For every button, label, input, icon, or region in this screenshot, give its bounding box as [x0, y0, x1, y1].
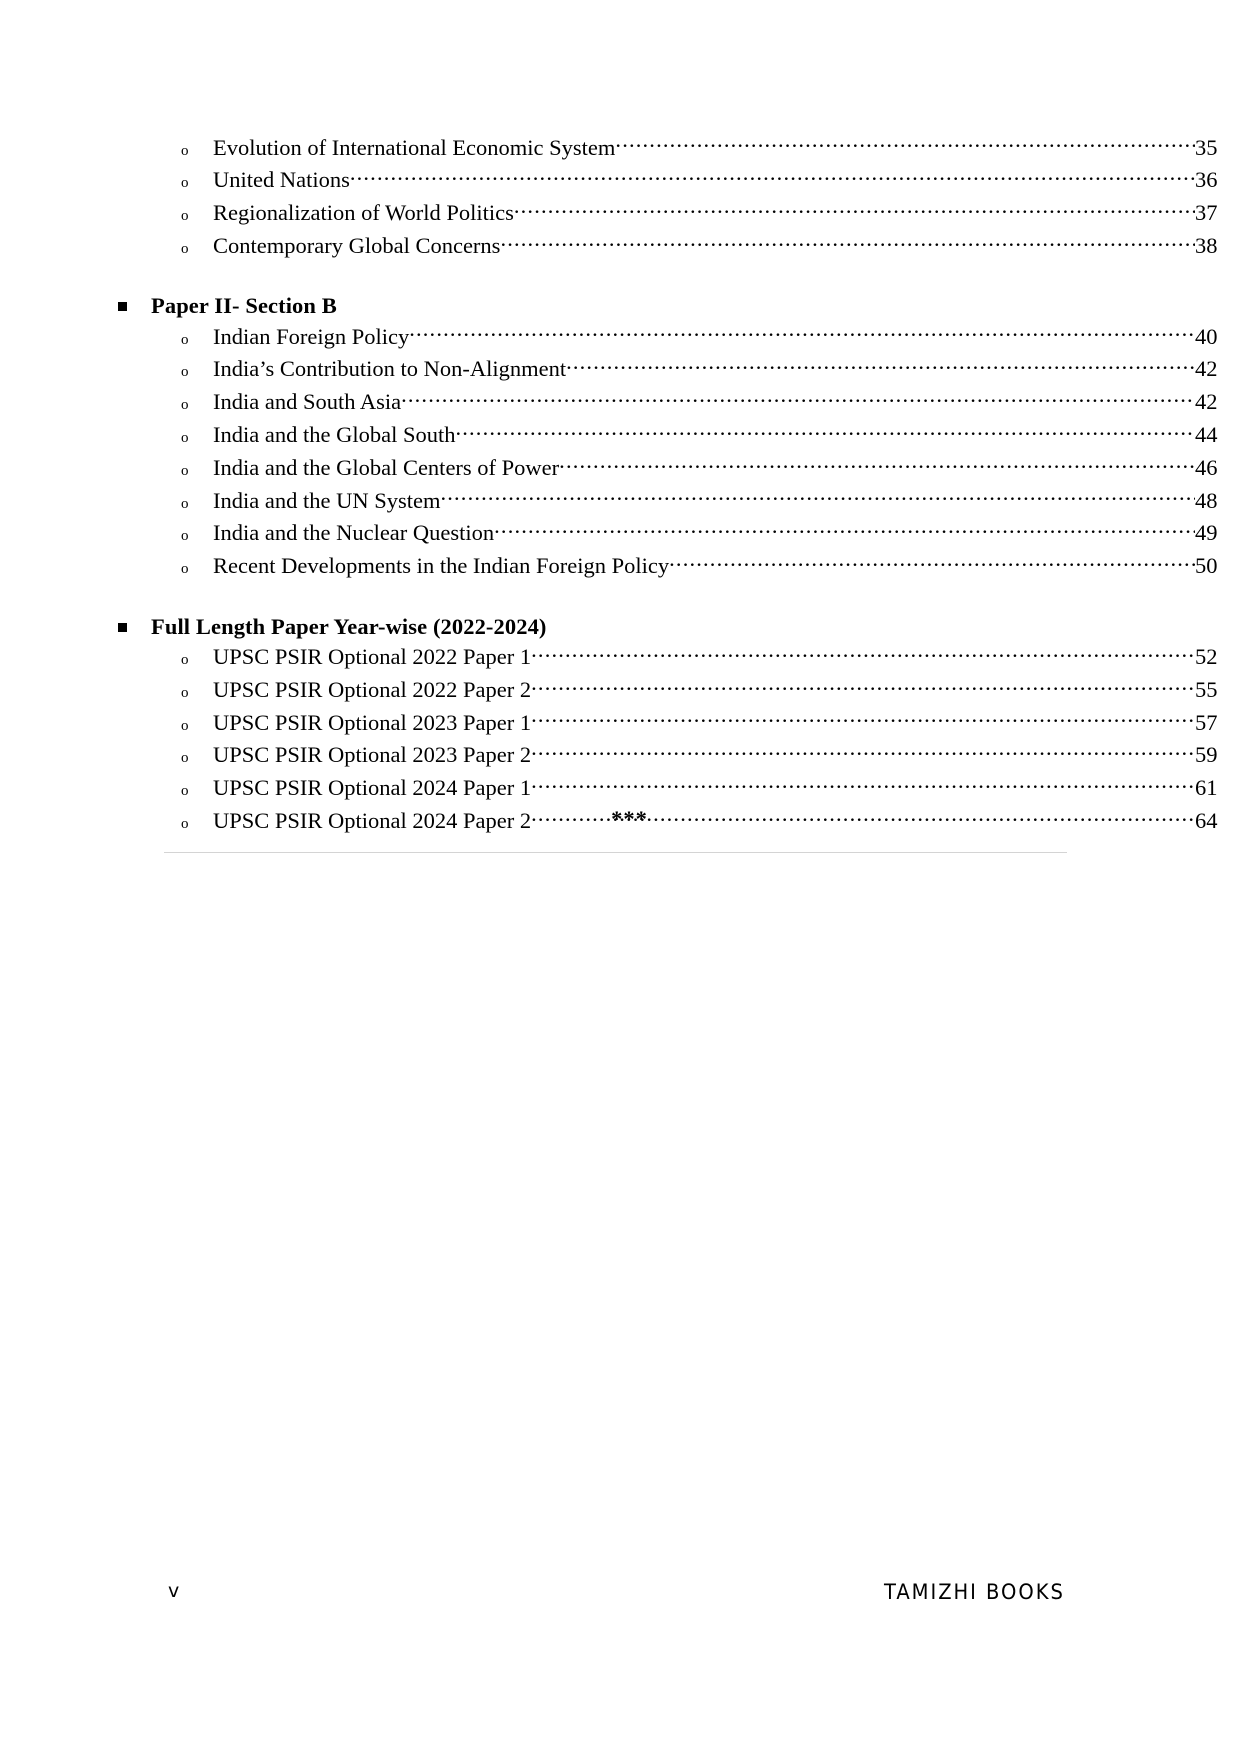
toc-entry-label: Recent Developments in the Indian Foreign Policy	[213, 553, 670, 579]
circle-bullet-icon: o	[181, 561, 189, 578]
dot-leader	[566, 354, 1195, 377]
circle-bullet-icon: o	[181, 397, 189, 414]
toc-entry[interactable]	[0, 452, 1241, 485]
toc-entry-label: UPSC PSIR Optional 2023 Paper 2	[213, 742, 532, 768]
toc-entry-label: UPSC PSIR Optional 2022 Paper 1	[213, 644, 532, 670]
end-marker-wrap	[0, 806, 1241, 832]
toc-entry-page-number: 55	[1195, 676, 1218, 702]
toc-entry-label: India and the Global South	[213, 422, 456, 448]
circle-bullet-icon: o	[181, 495, 189, 512]
dot-leader	[559, 452, 1195, 475]
dot-leader	[494, 518, 1195, 541]
toc-entry-page-number: 52	[1195, 644, 1218, 670]
toc-entry-page-number: 44	[1195, 422, 1218, 448]
toc-entry[interactable]	[0, 707, 1241, 740]
toc-entry-label: India and the Global Centers of Power	[213, 454, 560, 480]
toc-entry[interactable]	[0, 551, 1241, 584]
toc-entry[interactable]	[0, 387, 1241, 420]
dot-leader	[531, 674, 1195, 697]
toc-section-heading-label: Full Length Paper Year-wise (2022-2024)	[151, 613, 547, 639]
toc-sections	[0, 263, 1241, 838]
toc-entry[interactable]	[0, 674, 1241, 707]
toc-entry-page-number: 40	[1195, 323, 1218, 349]
circle-bullet-icon: o	[181, 240, 189, 257]
toc-entry-label: India’s Contribution to Non-Alignment	[213, 356, 567, 382]
dot-leader	[350, 165, 1195, 188]
section-spacer	[0, 584, 1241, 611]
toc-entry[interactable]	[0, 354, 1241, 387]
dot-leader	[409, 321, 1195, 344]
circle-bullet-icon: o	[181, 750, 189, 767]
circle-bullet-icon: o	[181, 717, 189, 734]
toc-entry[interactable]	[0, 165, 1241, 198]
dot-leader	[455, 420, 1195, 443]
toc-entry-page-number: 35	[1195, 134, 1218, 160]
toc-entry[interactable]	[0, 198, 1241, 231]
toc-entry[interactable]	[0, 518, 1241, 551]
toc-entry-label: Contemporary Global Concerns	[213, 232, 501, 258]
toc-entry-label: UPSC PSIR Optional 2024 Paper 1	[213, 775, 532, 801]
toc-entry-label: UPSC PSIR Optional 2023 Paper 1	[213, 709, 532, 735]
toc-entry-label: United Nations	[213, 167, 350, 193]
toc-section-heading[interactable]	[0, 290, 1241, 321]
toc-entry-page-number: 50	[1195, 553, 1218, 579]
dot-leader	[531, 773, 1195, 796]
toc-entry-page-number: 37	[1195, 200, 1218, 226]
toc-entry-label: Regionalization of World Politics	[213, 200, 514, 226]
circle-bullet-icon: o	[181, 364, 189, 381]
toc-entry[interactable]	[0, 773, 1241, 806]
toc-body	[0, 132, 1241, 838]
toc-entry-label: UPSC PSIR Optional 2024 Paper 2	[213, 808, 532, 834]
section-spacer	[0, 263, 1241, 290]
circle-bullet-icon: o	[181, 816, 189, 833]
toc-entry-label: Evolution of International Economic System	[213, 134, 616, 160]
toc-entry-page-number: 61	[1195, 775, 1218, 801]
square-bullet-icon	[118, 302, 127, 311]
toc-entry-page-number: 57	[1195, 709, 1218, 735]
dot-leader	[401, 387, 1195, 410]
circle-bullet-icon: o	[181, 462, 189, 479]
circle-bullet-icon: o	[181, 331, 189, 348]
toc-entry-page-number: 46	[1195, 454, 1218, 480]
circle-bullet-icon: o	[181, 783, 189, 800]
toc-entry-label: India and the UN System	[213, 487, 441, 513]
circle-bullet-icon: o	[181, 142, 189, 159]
dot-leader	[531, 740, 1195, 763]
publisher-imprint: TAMIZHI BOOKS	[884, 1580, 1065, 1604]
toc-entry[interactable]	[0, 740, 1241, 773]
end-marker: ***	[611, 806, 648, 831]
dot-leader	[531, 707, 1195, 730]
toc-entry[interactable]	[0, 485, 1241, 518]
dot-leader	[669, 551, 1195, 574]
toc-entry[interactable]	[0, 321, 1241, 354]
toc-continued-group	[0, 132, 1241, 263]
dot-leader	[531, 642, 1195, 665]
square-bullet-icon	[118, 623, 127, 632]
toc-entry-page-number: 42	[1195, 389, 1218, 415]
toc-entry[interactable]	[0, 132, 1241, 165]
circle-bullet-icon: o	[181, 430, 189, 447]
toc-section-heading[interactable]	[0, 611, 1241, 642]
circle-bullet-icon: o	[181, 652, 189, 669]
dot-leader	[615, 132, 1195, 155]
circle-bullet-icon: o	[181, 175, 189, 192]
toc-entry-page-number: 36	[1195, 167, 1218, 193]
toc-entry-label: India and the Nuclear Question	[213, 520, 495, 546]
toc-entry-page-number: 59	[1195, 742, 1218, 768]
toc-entry-page-number: 42	[1195, 356, 1218, 382]
horizontal-rule	[164, 852, 1067, 853]
dot-leader	[514, 198, 1195, 221]
toc-section-heading-label: Paper II- Section B	[151, 293, 337, 319]
toc-entry-page-number: 49	[1195, 520, 1218, 546]
toc-entry-label: Indian Foreign Policy	[213, 323, 410, 349]
toc-entry[interactable]	[0, 642, 1241, 675]
page-folio: v	[168, 1580, 180, 1602]
dot-leader	[500, 230, 1195, 253]
circle-bullet-icon: o	[181, 208, 189, 225]
dot-leader	[440, 485, 1195, 508]
circle-bullet-icon: o	[181, 528, 189, 545]
toc-entry-label: India and South Asia	[213, 389, 402, 415]
toc-entry[interactable]	[0, 420, 1241, 453]
toc-entry-label: UPSC PSIR Optional 2022 Paper 2	[213, 676, 532, 702]
toc-entry-page-number: 64	[1195, 808, 1218, 834]
toc-entry-page-number: 38	[1195, 232, 1218, 258]
toc-entry[interactable]	[0, 230, 1241, 263]
circle-bullet-icon: o	[181, 684, 189, 701]
toc-entry-page-number: 48	[1195, 487, 1218, 513]
